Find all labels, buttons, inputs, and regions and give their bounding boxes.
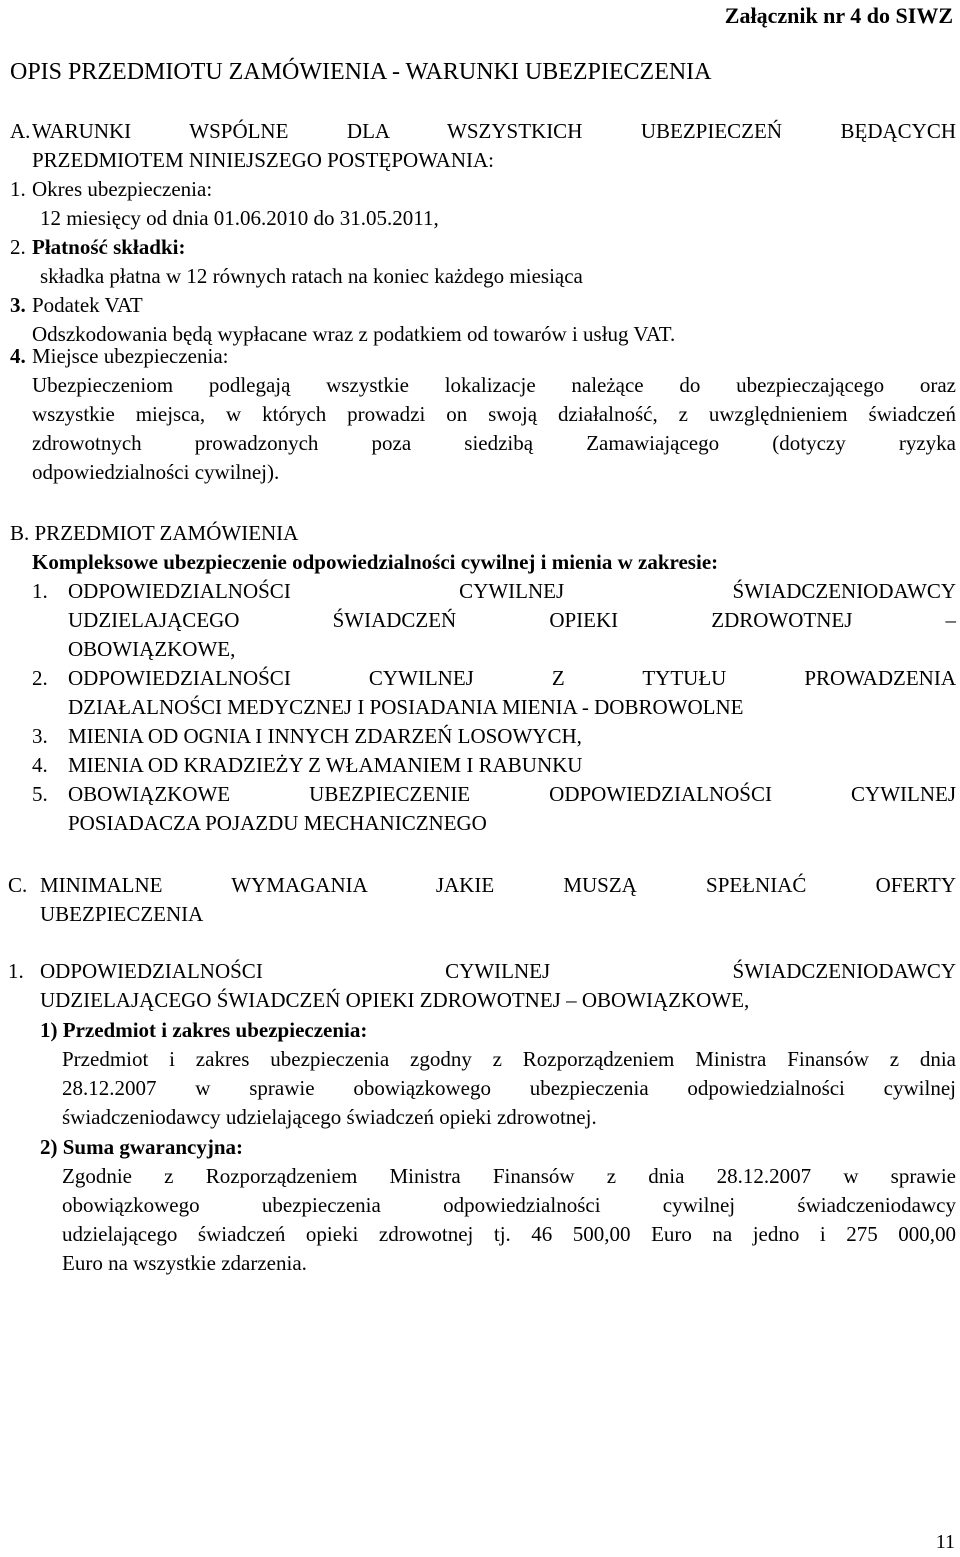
subsection-2-paragraph: Zgodnie z Rozporządzeniem Ministra Finansów z dnia 28.12.2007 w sprawie obowiązkowego ubezpieczenia odpowiedzialności cywilnej świadczeniodawcy udzielającego świadczeń opieki zdrowotnej tj. 46 500,00 Euro na jedno i 275 000,00 Euro na wszystkie zdarzenia.	[62, 1164, 956, 1275]
item-title: Okres ubezpieczenia:	[32, 177, 213, 201]
section-a-item-4: 4. Miejsce ubezpieczenia: Ubezpieczeniom podlegają wszystkie lokalizacje należące do ubezpieczającego oraz wszystkie miejsca, w których prowadzi on swoją działalność, z uwzględnieniem świadczeń zdrowotnych prowadzonych poza siedzibą Zamawiającego (dotyczy ryzyka odpowiedzialności cywilnej).	[0, 342, 960, 487]
section-b-item-5: 5. OBOWIĄZKOWE UBEZPIECZENIE ODPOWIEDZIALNOŚCI CYWILNEJ POSIADACZA POJAZDU MECHANICZNEGO	[32, 782, 956, 835]
section-c-heading-line2: UBEZPIECZENIA	[40, 902, 204, 926]
section-b	[0, 519, 960, 838]
item-text: składka płatna w 12 równych ratach na koniec każdego miesiąca	[40, 264, 583, 288]
annex-label: Załącznik nr 4 do SIWZ	[724, 3, 953, 28]
item-title: Miejsce ubezpieczenia:	[32, 344, 229, 368]
subsection-2-title: 2) Suma gwarancyjna:	[40, 1135, 243, 1159]
section-c-item-1: 1. ODPOWIEDZIALNOŚCI CYWILNEJ ŚWIADCZENIODAWCY UDZIELAJĄCEGO ŚWIADCZEŃ OPIEKI ZDROWOTNEJ – OBOWIĄZKOWE, 1) Przedmiot i zakres ubezpieczenia: Przedmiot i zakres ubezpieczenia zgodny z Rozporządzeniem Ministra Finansów z dnia 28.12.2007 w sprawie obowiązkowego ubezpieczenia odpowiedzialności cywilnej świadczeniodawcy udzielającego świadczeń opieki zdrowotnej. 2) Suma gwarancyjna: Zgodnie z Rozporządzeniem Ministra Finansów z dnia 28.12.2007 w sprawie obowiązkowego ubezpieczenia odpowiedzialności cywilnej świadczeniodawcy udzielającego świadczeń opieki zdrowotnej tj. 46 500,00 Euro na jedno i 275 000,00 Euro na wszystkie zdarzenia.	[0, 957, 960, 1278]
section-b-item-3: 3. MIENIA OD OGNIA I INNYCH ZDARZEŃ LOSOWYCH,	[32, 724, 582, 748]
section-a-heading-line2: PRZEDMIOTEM NINIEJSZEGO POSTĘPOWANIA:	[32, 148, 494, 172]
item-text: Odszkodowania będą wypłacane wraz z podatkiem od towarów i usług VAT.	[32, 322, 676, 346]
item-text: 12 miesięcy od dnia 01.06.2010 do 31.05.2011,	[40, 206, 439, 230]
item-title: Płatność składki:	[32, 235, 186, 259]
subsection-1-title: 1) Przedmiot i zakres ubezpieczenia:	[40, 1018, 368, 1042]
section-b-item-1: 1. ODPOWIEDZIALNOŚCI CYWILNEJ ŚWIADCZENIODAWCY UDZIELAJĄCEGO ŚWIADCZEŃ OPIEKI ZDROWOTNEJ – OBOWIĄZKOWE,	[32, 579, 956, 661]
section-a-letter: A.	[10, 119, 31, 143]
section-c-heading-line1: MINIMALNE WYMAGANIA JAKIE MUSZĄ SPEŁNIAĆ OFERTY	[40, 873, 956, 897]
page-number: 11	[935, 1531, 955, 1553]
document-title: OPIS PRZEDMIOTU ZAMÓWIENIA - WARUNKI UBEZPIECZENIA	[10, 59, 712, 85]
item-paragraph: Ubezpieczeniom podlegają wszystkie lokalizacje należące do ubezpieczającego oraz wszystkie miejsca, w których prowadzi on swoją działalność, z uwzględnieniem świadczeń zdrowotnych prowadzonych poza siedzibą Zamawiającego (dotyczy ryzyka odpowiedzialności cywilnej).	[32, 373, 956, 484]
section-c	[0, 871, 960, 929]
item-title: Podatek VAT	[32, 293, 143, 317]
section-c-item-1-line2: UDZIELAJĄCEGO ŚWIADCZEŃ OPIEKI ZDROWOTNEJ – OBOWIĄZKOWE,	[40, 988, 750, 1012]
section-a	[0, 117, 960, 349]
section-b-heading: B. PRZEDMIOT ZAMÓWIENIA	[10, 521, 299, 545]
section-a-item-3: 3. Podatek VAT	[0, 291, 960, 320]
section-c-letter: C.	[8, 873, 28, 897]
section-a-item-2: 2. Płatność składki:	[0, 233, 960, 262]
section-b-item-4: 4. MIENIA OD KRADZIEŻY Z WŁAMANIEM I RABUNKU	[32, 753, 583, 777]
section-a-heading-line1: WARUNKI WSPÓLNE DLA WSZYSTKICH UBEZPIECZEŃ BĘDĄCYCH	[32, 119, 956, 143]
subsection-1-paragraph: Przedmiot i zakres ubezpieczenia zgodny z Rozporządzeniem Ministra Finansów z dnia 28.12.2007 w sprawie obowiązkowego ubezpieczenia odpowiedzialności cywilnej świadczeniodawcy udzielającego świadczeń opieki zdrowotnej.	[62, 1047, 956, 1129]
section-c-item-1-line1: ODPOWIEDZIALNOŚCI CYWILNEJ ŚWIADCZENIODAWCY	[40, 959, 956, 983]
section-b-item-2: 2. ODPOWIEDZIALNOŚCI CYWILNEJ Z TYTUŁU PROWADZENIA DZIAŁALNOŚCI MEDYCZNEJ I POSIADANIA MIENIA - DOBROWOLNE	[32, 666, 956, 719]
section-b-subheading: Kompleksowe ubezpieczenie odpowiedzialności cywilnej i mienia w zakresie:	[32, 550, 719, 574]
section-a-item-1: 1. Okres ubezpieczenia:	[0, 175, 960, 204]
